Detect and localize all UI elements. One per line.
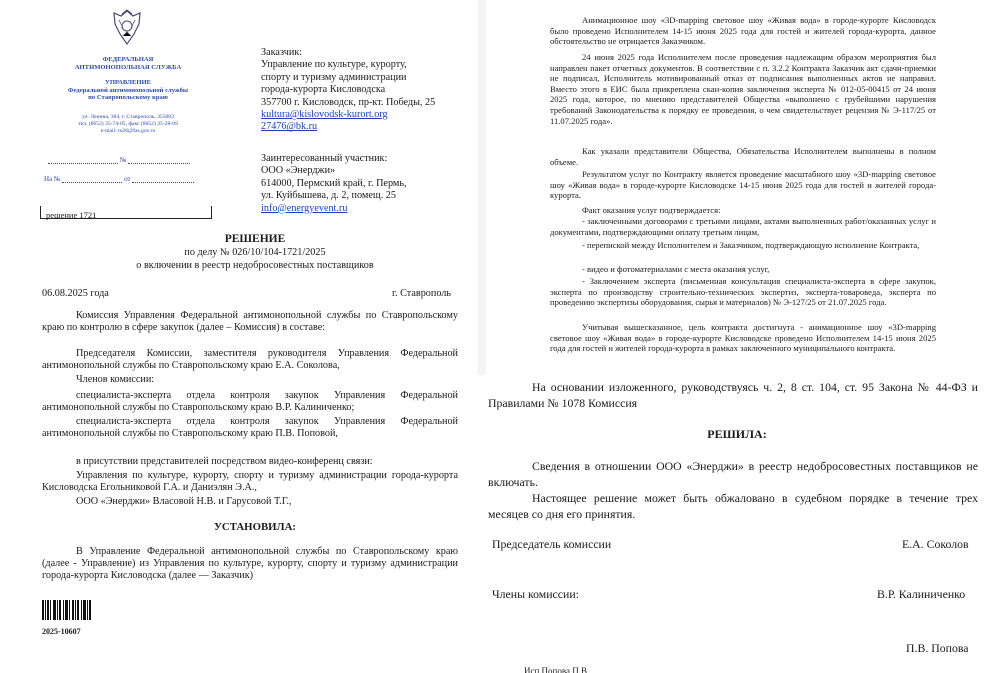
members-label: Члены комиссии: (492, 587, 579, 601)
participant-reps-paragraph: ООО «Энерджи» Власовой Н.В. и Гарусовой Т.Г., (76, 496, 292, 507)
fact-confirmed-heading: Факт оказания услуг подтверждается: (582, 205, 721, 215)
left-document-page (0, 0, 478, 673)
established-heading: УСТАНОВИЛА: (213, 521, 296, 533)
decision-subject: о включении в реестр недобросовестных поставщиков (136, 260, 374, 271)
reference-number-line: На № от (44, 175, 194, 183)
show-held-paragraph: Анимационное шоу «3D-mapping световое шоу «Живая вода» в городе-курорте Кисловодск было проведено Исполнителем 14-15 июня 2025 года для гостей и жителей города-курорта, данное обстоятельство не отрицается Заказчиком. (550, 15, 936, 47)
customer-email-link[interactable]: kultura@kislovodsk-kurort.org (261, 109, 388, 121)
executor-note: Исп.Попова П.В. (524, 667, 590, 673)
member-2-name: П.В. Попова (906, 641, 969, 655)
evidence-media: - видео и фотоматериалами с места оказания услуг, (582, 264, 770, 274)
right-top-document-page (540, 0, 1005, 375)
presence-paragraph: в присутствии представителей посредством видео-конференц связи: (76, 456, 373, 467)
department-name: УПРАВЛЕНИЕ Федеральной антимонопольной службы по Ставропольскому краю (67, 79, 189, 102)
decision-date: 06.08.2025 года (42, 288, 109, 299)
decided-heading: РЕШИЛА: (707, 427, 767, 441)
member-2-paragraph: специалиста-эксперта отдела контроля закупок Управления Федеральной антимонопольной службы по Ставропольскому краю П.В. Поповой, (42, 416, 458, 440)
outgoing-number-line: № (48, 156, 190, 164)
appeal-paragraph: Настоящее решение может быть обжаловано в судебном порядке в течение трех месяцев со дня его принятия. (488, 491, 978, 521)
established-paragraph: В Управление Федеральной антимонопольной службы по Ставропольскому краю (далее - Управление) из Управления по культуре, курорту, спорту и туризму администрации города-курорта Кисловодска (далее — Заказчик) (42, 546, 458, 582)
department-address: ул. Ленина, 384, г. Ставрополь, 355003 тел. (8652) 35-74-05, факс (8652) 35-28-09 e-mail: to26@fas.gov.ru (78, 114, 178, 134)
service-name: ФЕДЕРАЛЬНАЯ АНТИМОНОПОЛЬНАЯ СЛУЖБА (74, 56, 182, 71)
evidence-expert-conclusion: - Заключением эксперта (письменная консультация специалиста-эксперта в сфере закупок, эксперта по производству строительно-технических экспертиз, эксперта-товароведа, эксперта по проведению экспертизы оборудования, сырья и материалов) № Э-127/25 от 21.07.2025 года. (550, 276, 936, 308)
coat-of-arms-icon (110, 8, 144, 48)
obligations-paragraph: Как указали представители Общества, Обязательства Исполнителем выполнены в полном объеме. (550, 146, 936, 167)
decision-city: г. Ставрополь (392, 288, 452, 299)
members-heading: Членов комиссии: (76, 374, 155, 385)
decision-title: РЕШЕНИЕ (224, 233, 286, 245)
participant-email-link[interactable]: info@energyevent.ru (261, 202, 348, 214)
member-1-paragraph: специалиста-эксперта отдела контроля закупок Управления Федеральной антимонопольной службы по Ставропольскому краю В.Р. Калиниченко; (42, 390, 458, 414)
member-1-name: В.Р. Калиниченко (877, 587, 966, 601)
chair-name: Е.А. Соколов (902, 537, 969, 551)
chairman-paragraph: Председателя Комиссии, заместителя руководителя Управления Федеральной антимонопольной службы по Ставропольскому краю Е.А. Соколова, (42, 348, 458, 372)
registry-decision-paragraph: Сведения в отношении ООО «Энерджи» в реестр недобросовестных поставщиков не включать. (488, 459, 978, 489)
chair-label: Председатель комиссии (492, 537, 612, 551)
page-gap (478, 0, 486, 375)
grounds-paragraph: На основании изложенного, руководствуясь ч. 2, 8 ст. 104, ст. 95 Закона № 44-ФЗ и Правилами № 1078 Комиссия (488, 380, 978, 410)
right-bottom-document-page (482, 375, 1005, 673)
evidence-correspondence: - перепиской между Исполнителем и Заказчиком, подтверждающую исполнение Контракта, (582, 240, 920, 250)
case-number: по делу № 026/10/104-1721/2025 (184, 247, 326, 258)
customer-reps-paragraph: Управления по культуре, курорту, спорту и туризму администрации города-курорта Кисловодска Егольниковой Г.А. и Даниэлян Э.А., (42, 470, 458, 494)
participant-block: Заинтересованный участник: ООО «Энерджи» 614000, Пермский край, г. Пермь, ул. Куйбышева, д. 2, помещ. 25 info@energyevent.ru (261, 153, 471, 215)
conclusion-paragraph: Учитывая вышесказанное, цель контракта достигнута - анимационное шоу «3D-mapping световое шоу «Живая вода» в городе-курорте Кисловодске проведено Исполнителем 14-15 июня 2025 года для гостей и жителей города-курорта в рамках заключенного муниципального контракта. (550, 322, 936, 354)
customer-block: Заказчик: Управление по культуре, курорту, спорту и туризму администрации города-курорта Кисловодска 357700 г. Кисловодск, пр-кт. Победы, 25 kultura@kislovodsk-kurort.org 27476@bk.ru (261, 47, 471, 134)
document-barcode (42, 600, 92, 620)
customer-email-link-2[interactable]: 27476@bk.ru (261, 121, 318, 133)
commission-paragraph: Комиссия Управления Федеральной антимонопольной службы по Ставропольскому краю по контролю в сфере закупок (далее – Комиссия) в составе: (42, 310, 458, 334)
registration-stamp-text: решение 1721 (46, 210, 97, 220)
barcode-number: 2025-10607 (42, 627, 81, 636)
contract-result-paragraph: Результатом услуг по Контракту является проведение масштабного шоу «3D-mapping световое шоу «Живая вода» в городе-курорте Кисловодске 14-15 июня 2025 года для гостей и жителей города-курорта. (550, 169, 936, 201)
evidence-contracts: - заключенными договорами с третьими лицами, актами выполненных работ/оказанных услуг и документами, подтверждающими оплату третьим лицам, (550, 216, 936, 237)
reports-paragraph: 24 июня 2025 года Исполнителем после проведения надлежащим образом мероприятия был направлен пакет отчетных документов. В соответствии с п. 3.2.2 Контракта Заказчик акт сдачи-приемки не подписал, Исполнитель мотивированный отказ от подписания выполненных актов не направил. Вместо этого в ЕИС была прикреплена скан-копия заключения эксперта № 012-05-00415 от 24 июня 2025 года, которое, по мнению представителей Общества «выполнено с грубейшими нарушения требований Законодательства к порядку ее проведения, о чем свидетельствует рецензия № Э-117/25 от 11.07.2025 года». (550, 52, 936, 126)
